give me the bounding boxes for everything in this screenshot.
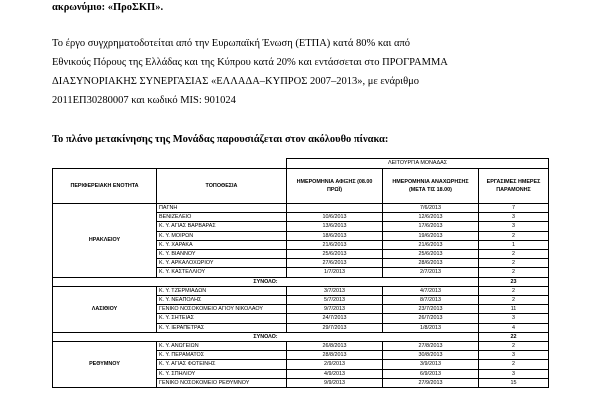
days-cell: 4 <box>479 323 549 332</box>
arrival-cell: 3/7/2013 <box>287 286 383 295</box>
table-total-row <box>53 277 549 286</box>
arrival-cell: 18/6/2013 <box>287 231 383 240</box>
arrival-cell: 9/9/2013 <box>287 378 383 387</box>
place-cell: Κ. Υ. ΑΓΙΑΣ ΒΑΡΒΑΡΑΣ <box>157 222 287 231</box>
total-label: ΣΥΝΟΛΟ: <box>53 332 479 341</box>
place-cell: Κ. Υ. ΒΙΑΝΝΟΥ <box>157 250 287 259</box>
arrival-cell: 27/6/2013 <box>287 259 383 268</box>
paragraph-line-3: ΔΙΑΣΥΝΟΡΙΑΚΗΣ ΣΥΝΕΡΓΑΣΙΑΣ «ΕΛΛΑΔΑ–ΚΥΠΡΟΣ 2007–2013», με ενάριθμο <box>52 76 420 87</box>
days-cell: 2 <box>479 296 549 305</box>
total-days: 22 <box>479 332 549 341</box>
days-cell: 3 <box>479 222 549 231</box>
arrival-cell: 13/6/2013 <box>287 222 383 231</box>
days-cell: 11 <box>479 305 549 314</box>
days-cell: 3 <box>479 213 549 222</box>
table-row <box>53 204 549 213</box>
region-cell: ΛΑΣΙΘΙΟΥ <box>53 286 157 332</box>
place-cell: Κ. Υ. ΑΓΙΑΣ ΦΩΤΕΙΝΗΣ <box>157 360 287 369</box>
plan-table-container <box>52 158 548 388</box>
departure-cell: 30/8/2013 <box>383 351 479 360</box>
departure-cell: 8/7/2013 <box>383 296 479 305</box>
departure-cell: 2/7/2013 <box>383 268 479 277</box>
place-cell: ΠΑΓΝΗ <box>157 204 287 213</box>
place-cell: Κ. Υ. ΣΗΤΕΙΑΣ <box>157 314 287 323</box>
place-cell: Κ. Υ. ΧΑΡΑΚΑ <box>157 240 287 249</box>
paragraph-line-2: Εθνικούς Πόρους της Ελλάδας και της Κύπρου κατά 20% και εντάσσεται στο ΠΡΟΓΡΑΜΜΑ <box>52 57 448 68</box>
days-cell: 2 <box>479 259 549 268</box>
table-body <box>53 204 549 388</box>
place-cell: Κ. Υ. ΣΠΗΛΙΟΥ <box>157 369 287 378</box>
departure-cell: 28/6/2013 <box>383 259 479 268</box>
region-cell: ΗΡΑΚΛΕΙΟΥ <box>53 204 157 278</box>
departure-cell: 19/6/2013 <box>383 231 479 240</box>
days-cell: 2 <box>479 342 549 351</box>
place-cell: Κ. Υ. ΜΟΙΡΩΝ <box>157 231 287 240</box>
departure-cell: 17/6/2013 <box>383 222 479 231</box>
departure-cell: 21/6/2013 <box>383 240 479 249</box>
funding-paragraph <box>52 34 556 110</box>
days-cell: 2 <box>479 360 549 369</box>
arrival-cell: 21/6/2013 <box>287 240 383 249</box>
total-label: ΣΥΝΟΛΟ: <box>53 277 479 286</box>
departure-cell: 6/9/2013 <box>383 369 479 378</box>
departure-cell: 3/9/2013 <box>383 360 479 369</box>
days-cell: 3 <box>479 314 549 323</box>
departure-cell: 26/7/2013 <box>383 314 479 323</box>
departure-cell: 27/9/2013 <box>383 378 479 387</box>
table-total-row <box>53 332 549 341</box>
departure-cell: 25/6/2013 <box>383 250 479 259</box>
column-header-place: ΤΟΠΟΘΕΣΙΑ <box>157 169 287 204</box>
paragraph-line-4: 2011ΕΠ30280007 και κωδικό MIS: 901024 <box>52 95 236 106</box>
column-header-arrival: ΗΜΕΡΟΜΗΝΙΑ ΑΦΙΞΗΣ (08.00 ΠΡΩΪ) <box>287 169 383 204</box>
days-cell: 3 <box>479 369 549 378</box>
arrival-cell: 10/6/2013 <box>287 213 383 222</box>
departure-cell: 7/6/2013 <box>383 204 479 213</box>
arrival-cell: 9/7/2013 <box>287 305 383 314</box>
arrival-cell: 4/9/2013 <box>287 369 383 378</box>
days-cell: 2 <box>479 231 549 240</box>
place-cell: ΓΕΝΙΚΟ ΝΟΣΟΚΟΜΕΙΟ ΡΕΘΥΜΝΟΥ <box>157 378 287 387</box>
total-days: 23 <box>479 277 549 286</box>
days-cell: 2 <box>479 286 549 295</box>
departure-cell: 23/7/2013 <box>383 305 479 314</box>
departure-cell: 1/8/2013 <box>383 323 479 332</box>
place-cell: Κ. Υ. ΑΝΩΓΕΙΩΝ <box>157 342 287 351</box>
days-cell: 15 <box>479 378 549 387</box>
place-cell: Κ. Υ. ΑΡΚΑΛΟΧΩΡΙΟΥ <box>157 259 287 268</box>
table-header-row <box>53 169 549 204</box>
days-cell: 1 <box>479 240 549 249</box>
table-supertitle: ΛΕΙΤΟΥΡΓΙΑ ΜΟΝΑΔΑΣ <box>287 159 549 169</box>
arrival-cell: 25/6/2013 <box>287 250 383 259</box>
table-row <box>53 342 549 351</box>
place-cell: Κ. Υ. ΚΑΣΤΕΛΛΙΟΥ <box>157 268 287 277</box>
departure-cell: 4/7/2013 <box>383 286 479 295</box>
place-cell: Κ. Υ. ΤΖΕΡΜΙΑΔΩΝ <box>157 286 287 295</box>
days-cell: 7 <box>479 204 549 213</box>
table-head <box>53 159 549 204</box>
departure-cell: 27/8/2013 <box>383 342 479 351</box>
arrival-cell: 2/9/2013 <box>287 360 383 369</box>
place-cell: ΓΕΝΙΚΟ ΝΟΣΟΚΟΜΕΙΟ ΑΓΙΟΥ ΝΙΚΟΛΑΟΥ <box>157 305 287 314</box>
plan-table <box>52 158 549 388</box>
place-cell: ΒΕΝΙΖΕΛΕΙΟ <box>157 213 287 222</box>
document-top-line: ακρωνύμιο: «ΠροΣΚΠ». <box>52 2 164 13</box>
arrival-cell: 28/8/2013 <box>287 351 383 360</box>
place-cell: Κ. Υ. ΙΕΡΑΠΕΤΡΑΣ <box>157 323 287 332</box>
arrival-cell: 26/8/2013 <box>287 342 383 351</box>
arrival-cell: 29/7/2013 <box>287 323 383 332</box>
column-header-departure: ΗΜΕΡΟΜΗΝΙΑ ΑΝΑΧΩΡΗΣΗΣ (ΜΕΤΑ ΤΙΣ 18.00) <box>383 169 479 204</box>
table-intro-text: Το πλάνο μετακίνησης της Μονάδας παρουσιάζεται στον ακόλουθο πίνακα: <box>52 134 389 145</box>
arrival-cell <box>287 204 383 213</box>
region-cell: ΡΕΘΥΜΝΟΥ <box>53 342 157 388</box>
column-header-days: ΕΡΓΑΣΙΜΕΣ ΗΜΕΡΕΣ ΠΑΡΑΜΟΝΗΣ <box>479 169 549 204</box>
arrival-cell: 1/7/2013 <box>287 268 383 277</box>
departure-cell: 12/6/2013 <box>383 213 479 222</box>
paragraph-line-1: Το έργο συγχρηματοδοτείται από την Ευρωπαϊκή Ένωση (ΕΤΠΑ) κατά 80% και από <box>52 38 411 49</box>
days-cell: 2 <box>479 268 549 277</box>
table-supertitle-row <box>53 159 549 169</box>
days-cell: 3 <box>479 351 549 360</box>
place-cell: Κ. Υ. ΝΕΑΠΟΛΗΣ <box>157 296 287 305</box>
table-row <box>53 286 549 295</box>
arrival-cell: 24/7/2013 <box>287 314 383 323</box>
days-cell: 2 <box>479 250 549 259</box>
place-cell: Κ. Υ. ΠΕΡΑΜΑΤΟΣ <box>157 351 287 360</box>
column-header-region: ΠΕΡΙΦΕΡΕΙΑΚΗ ΕΝΟΤΗΤΑ <box>53 169 157 204</box>
arrival-cell: 5/7/2013 <box>287 296 383 305</box>
